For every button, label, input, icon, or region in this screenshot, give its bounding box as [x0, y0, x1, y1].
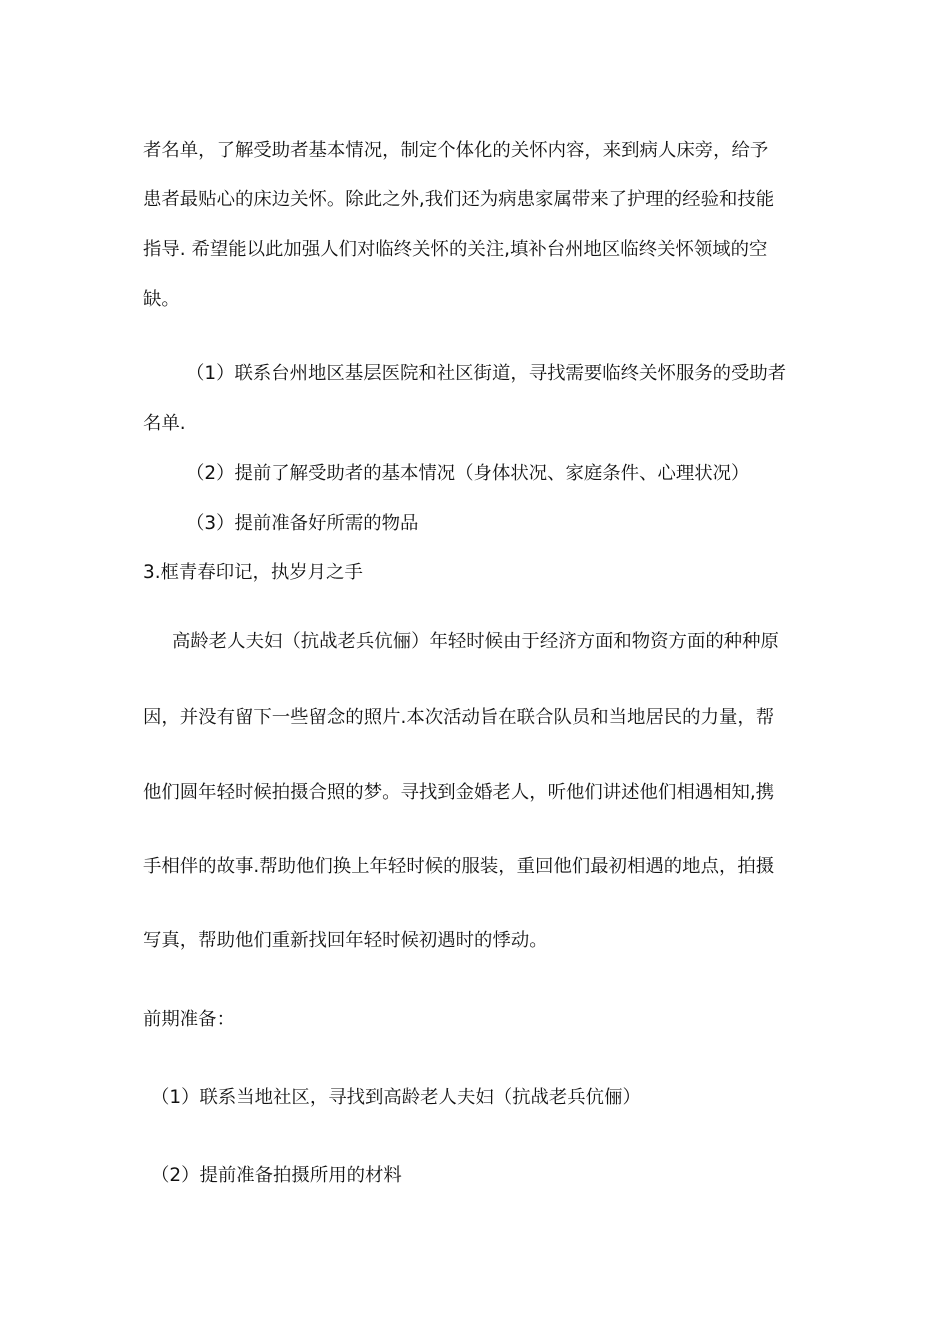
section3-line4: 手相伴的故事.帮助他们换上年轻时候的服装，重回他们最初相遇的地点，拍摄 — [143, 856, 775, 877]
prep-item1: （1）联系当地社区，寻找到高龄老人夫妇（抗战老兵伉俪） — [151, 1087, 641, 1108]
section3-heading: 3.框青春印记，执岁月之手 — [143, 562, 363, 583]
section3-line3: 他们圆年轻时候拍摄合照的梦。寻找到金婚老人，听他们讲述他们相遇相知,携 — [143, 782, 775, 803]
prep-label: 前期准备： — [143, 1009, 235, 1030]
section3-line5: 写真，帮助他们重新找回年轻时候初遇时的悸动。 — [143, 930, 548, 951]
prep-item2: （2）提前准备拍摄所用的材料 — [151, 1165, 402, 1186]
list1-item3: （3）提前准备好所需的物品 — [186, 513, 419, 534]
section3-line2: 因，并没有留下一些留念的照片.本次活动旨在联合队员和当地居民的力量，帮 — [143, 707, 775, 728]
paragraph1-line3: 指导. 希望能以此加强人们对临终关怀的关注,填补台州地区临终关怀领域的空 — [143, 239, 768, 260]
paragraph1-line1: 者名单，了解受助者基本情况，制定个体化的关怀内容，来到病人床旁，给予 — [143, 140, 769, 161]
section3-line1: 高龄老人夫妇（抗战老兵伉俪）年轻时候由于经济方面和物资方面的种种原 — [172, 631, 779, 652]
list1-item2: （2）提前了解受助者的基本情况（身体状况、家庭条件、心理状况） — [186, 463, 750, 484]
paragraph1-line2: 患者最贴心的床边关怀。除此之外,我们还为病患家属带来了护理的经验和技能 — [143, 189, 775, 210]
list1-item1-line1: （1）联系台州地区基层医院和社区街道，寻找需要临终关怀服务的受助者 — [186, 363, 787, 384]
list1-item1-line2: 名单. — [143, 413, 186, 434]
paragraph1-line4: 缺。 — [143, 289, 180, 310]
